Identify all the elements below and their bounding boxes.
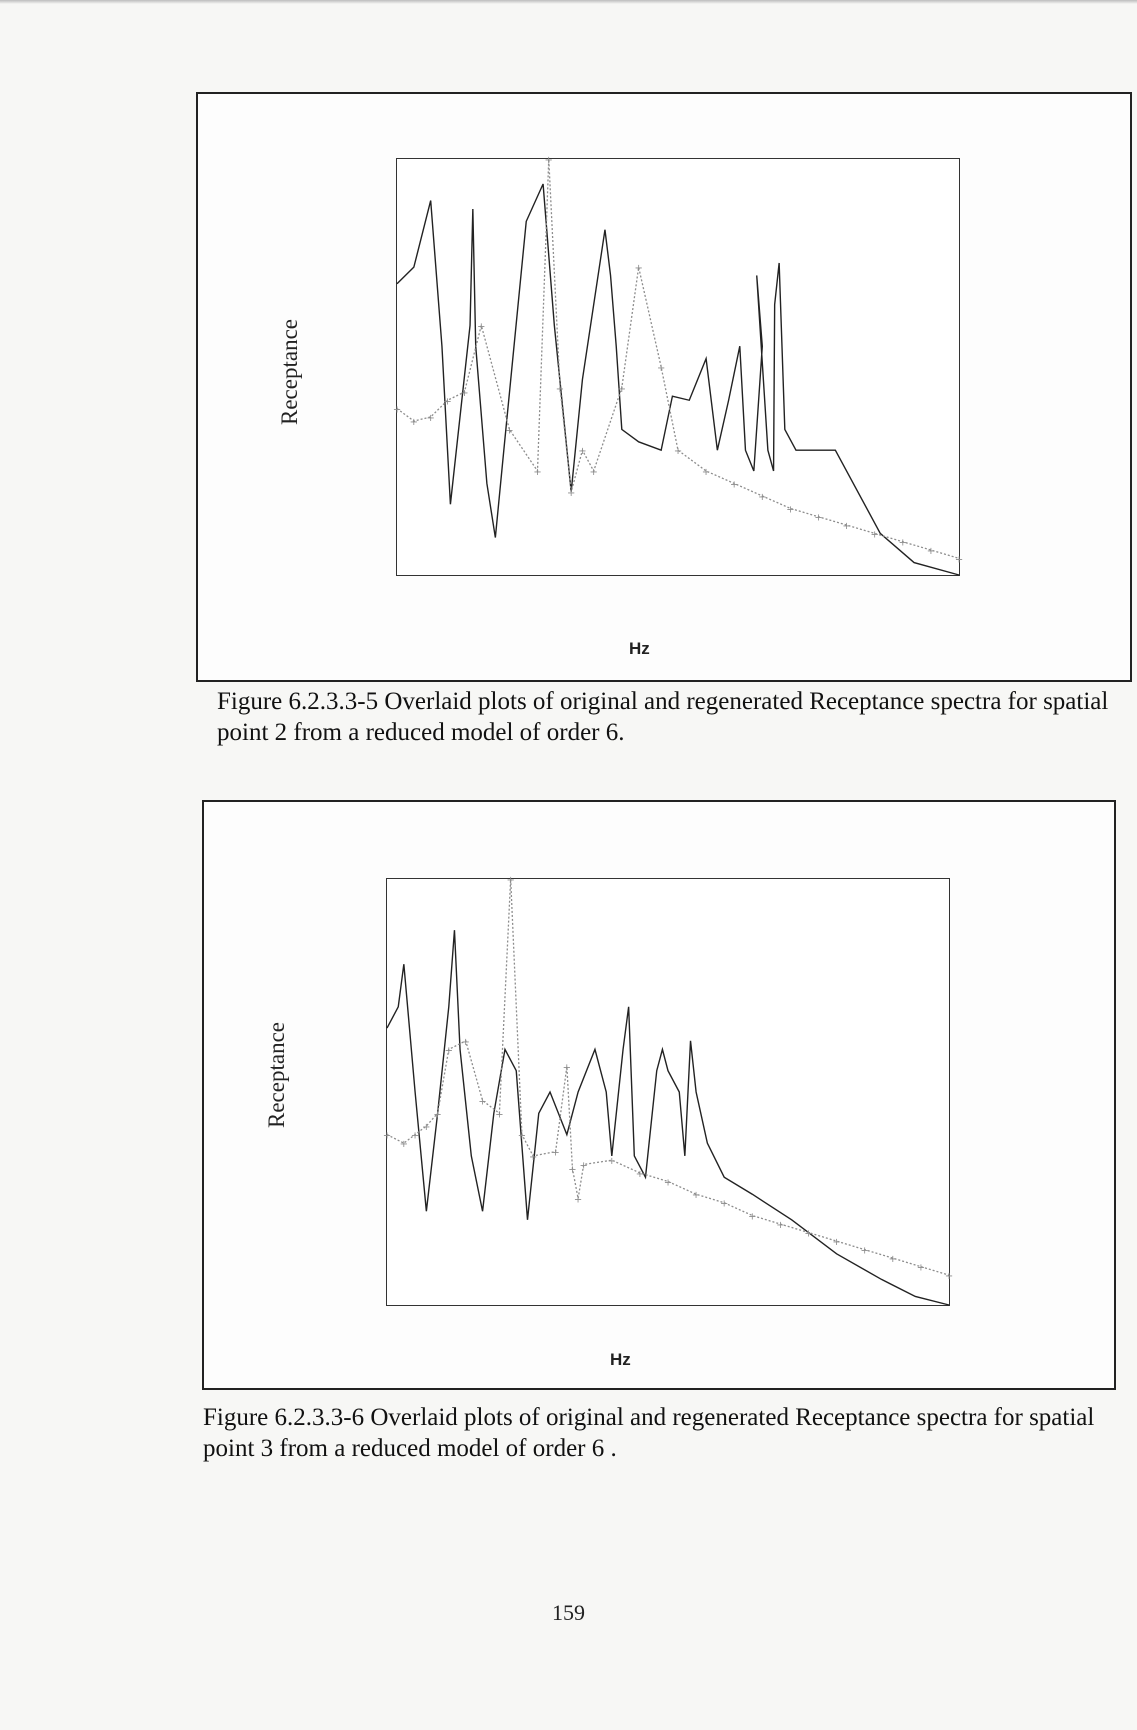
regenerated-point-marker: +: [635, 1168, 645, 1180]
regenerated-point-marker: +: [555, 383, 565, 395]
regenerated-spectrum-line: [387, 879, 949, 1275]
caption-line: Figure 6.2.3.3-6 Overlaid plots of original and regenerated Receptance spectra for spatial: [203, 1404, 1095, 1431]
regenerated-point-marker: +: [954, 554, 964, 566]
regenerated-point-marker: +: [567, 487, 576, 499]
regenerated-point-marker: +: [916, 1262, 926, 1274]
regenerated-point-marker: +: [399, 1139, 409, 1151]
regenerated-point-marker: +: [832, 1237, 841, 1249]
regenerated-point-marker: +: [656, 362, 666, 374]
regenerated-point-marker: +: [634, 263, 643, 275]
page-number: 159: [552, 1600, 585, 1625]
y-axis-label: Receptance: [277, 319, 302, 425]
x-axis-label: Hz: [610, 1350, 631, 1369]
regenerated-point-marker: +: [533, 466, 542, 478]
caption-line: point 2 from a reduced model of order 6.: [217, 719, 625, 746]
regenerated-point-marker: +: [478, 1096, 487, 1108]
regenerated-point-marker: +: [898, 537, 907, 549]
regenerated-point-marker: +: [944, 1271, 954, 1283]
regenerated-point-marker: +: [551, 1147, 560, 1159]
regenerated-point-marker: +: [495, 1109, 504, 1121]
y-axis-label: Receptance: [264, 1022, 289, 1128]
regenerated-point-marker: +: [433, 1109, 442, 1121]
regenerated-point-marker: +: [461, 1036, 470, 1048]
chart-svg-1: [392, 154, 964, 575]
plot-area-1: [392, 154, 964, 576]
regenerated-point-marker: +: [860, 1245, 869, 1257]
regenerated-point-marker: +: [804, 1228, 813, 1240]
plot-area-2: [382, 874, 954, 1306]
x-axis-label: Hz: [629, 639, 650, 658]
regenerated-point-marker: +: [617, 383, 626, 395]
original-spectrum-line: [397, 184, 959, 575]
regenerated-point-marker: +: [506, 874, 515, 886]
regenerated-point-marker: +: [544, 154, 553, 166]
regenerated-point-marker: +: [888, 1254, 897, 1266]
figure-box-1: [196, 92, 1132, 682]
regenerated-point-marker: +: [505, 425, 514, 437]
regenerated-point-marker: +: [422, 1122, 431, 1134]
regenerated-point-marker: +: [748, 1211, 757, 1223]
figure-box-2: [202, 800, 1116, 1390]
regenerated-point-marker: +: [786, 504, 795, 516]
regenerated-point-marker: +: [701, 466, 711, 478]
regenerated-point-marker: +: [477, 321, 486, 333]
regenerated-point-marker: +: [573, 1194, 583, 1206]
regenerated-point-marker: +: [578, 446, 587, 458]
regenerated-point-marker: +: [814, 512, 823, 524]
regenerated-point-marker: +: [568, 1164, 577, 1176]
regenerated-point-marker: +: [870, 529, 879, 541]
regenerated-point-marker: +: [517, 1130, 527, 1142]
regenerated-point-marker: +: [673, 446, 683, 458]
regenerated-point-marker: +: [460, 387, 469, 399]
scan-edge: [0, 0, 1137, 4]
regenerated-point-marker: +: [392, 404, 402, 416]
regenerated-point-marker: +: [758, 491, 767, 503]
caption-line: point 3 from a reduced model of order 6 .: [203, 1435, 617, 1462]
figure-caption-1: [217, 686, 1117, 748]
caption-line: Figure 6.2.3.3-5 Overlaid plots of original and regenerated Receptance spectra for spatial: [217, 688, 1109, 715]
figure-caption-2: [203, 1402, 1123, 1464]
chart-svg-2: [382, 874, 954, 1305]
regenerated-point-marker: +: [409, 417, 419, 429]
regenerated-point-marker: +: [579, 1160, 588, 1172]
regenerated-point-marker: +: [426, 412, 435, 424]
regenerated-point-marker: +: [776, 1220, 785, 1232]
regenerated-point-marker: +: [720, 1198, 729, 1210]
regenerated-point-marker: +: [589, 466, 598, 478]
regenerated-point-marker: +: [663, 1177, 673, 1189]
regenerated-point-marker: +: [730, 479, 739, 491]
regenerated-point-marker: +: [410, 1130, 420, 1142]
regenerated-point-marker: +: [528, 1151, 538, 1163]
regenerated-point-marker: +: [691, 1190, 701, 1202]
regenerated-point-marker: +: [607, 1156, 616, 1168]
regenerated-point-marker: +: [926, 546, 936, 558]
regenerated-point-marker: +: [444, 1045, 453, 1057]
regenerated-point-marker: +: [443, 396, 452, 408]
regenerated-spectrum-line: [397, 159, 959, 558]
regenerated-point-marker: +: [382, 1130, 392, 1142]
regenerated-point-marker: +: [562, 1062, 572, 1074]
regenerated-point-marker: +: [842, 521, 851, 533]
